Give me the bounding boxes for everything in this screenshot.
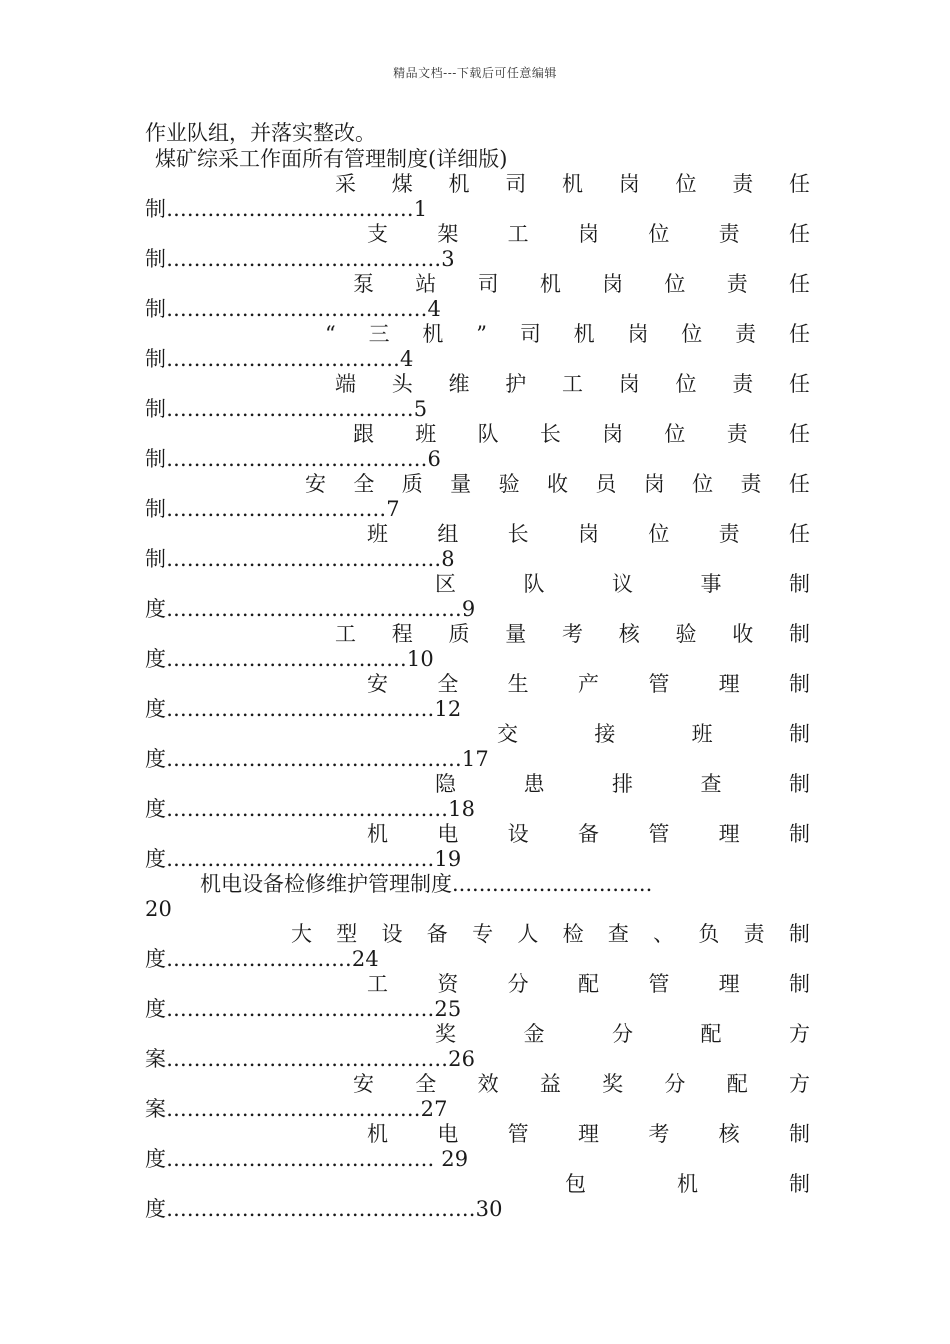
- toc-title-char: 制: [788, 672, 810, 696]
- toc-title-char: 全: [415, 1072, 437, 1096]
- toc-title-char: 核: [718, 1122, 740, 1146]
- toc-title-char: 收: [546, 472, 568, 496]
- toc-title-char: 型: [336, 922, 358, 946]
- toc-title-char: 站: [415, 272, 437, 296]
- toc-title-char: 班: [691, 722, 713, 746]
- document-heading: 煤矿综采工作面所有管理制度(详细版): [155, 147, 508, 171]
- toc-title-char: 量: [450, 472, 472, 496]
- toc-title-char: 泵: [353, 272, 374, 296]
- toc-title-char: 责: [740, 472, 762, 496]
- toc-title-char: 责: [726, 422, 748, 446]
- toc-entry-leader: 度...........................24: [145, 947, 379, 971]
- toc-entry-leader: 度....................................... 29: [145, 1147, 469, 1171]
- toc-title-char: 质: [448, 622, 470, 646]
- toc-entry-title: [145, 722, 810, 747]
- toc-title-char: “: [325, 322, 336, 346]
- toc-title-char: 理: [577, 1122, 599, 1146]
- toc-title-char: 机: [448, 172, 470, 196]
- toc-title-char: 理: [718, 672, 740, 696]
- toc-title-char: 配: [726, 1072, 748, 1096]
- toc-entry[interactable]: [145, 1022, 810, 1072]
- toc-title-char: 考: [562, 622, 583, 646]
- toc-title-char: 理: [718, 822, 740, 846]
- toc-title-char: 安: [367, 672, 388, 696]
- toc-entry-title: [145, 422, 810, 447]
- toc-entry-title: [145, 272, 810, 297]
- toc-title-char: 机: [539, 272, 561, 296]
- toc-title-char: 端: [335, 372, 356, 396]
- toc-entry[interactable]: [145, 272, 810, 322]
- toc-title-char: 大: [291, 922, 312, 946]
- toc-title-char: 班: [415, 422, 437, 446]
- toc-title-char: 核: [618, 622, 640, 646]
- toc-title-char: 架: [437, 222, 459, 246]
- toc-title-char: 任: [788, 472, 810, 496]
- toc-title-char: 负: [698, 922, 720, 946]
- toc-entry-leader: 制....................................5: [145, 397, 428, 421]
- toc-entry-title: [145, 1172, 810, 1197]
- toc-title-char: 奖: [602, 1072, 624, 1096]
- toc-entry-title: [145, 822, 810, 847]
- toc-title-char: 支: [367, 222, 388, 246]
- toc-entry-title: [145, 672, 810, 697]
- toc-entry[interactable]: [145, 372, 810, 422]
- toc-entry[interactable]: [145, 522, 810, 572]
- toc-title-char: 、: [653, 922, 675, 946]
- toc-title-char: 查: [607, 922, 629, 946]
- toc-title-char: 制: [789, 772, 810, 796]
- toc-title-char: 煤: [391, 172, 413, 196]
- toc-title-char: 队: [523, 572, 545, 596]
- toc-title-char: 位: [675, 172, 697, 196]
- intro-line: 作业队组，并落实整改。: [145, 121, 376, 145]
- toc-title-char: 隐: [435, 772, 456, 796]
- toc-entry-leader: 度...........................................17: [145, 747, 489, 771]
- toc-title-char: 司: [519, 322, 541, 346]
- toc-title-char: 任: [788, 322, 810, 346]
- toc-title-char: 司: [477, 272, 499, 296]
- toc-entry[interactable]: [145, 222, 810, 272]
- toc-title-char: 事: [700, 572, 722, 596]
- toc-title-char: 管: [648, 672, 670, 696]
- toc-title-char: 制: [789, 622, 810, 646]
- toc-title-char: 岗: [618, 372, 640, 396]
- toc-title-char: 量: [505, 622, 527, 646]
- toc-title-char: 分: [507, 972, 529, 996]
- toc-title-char: 维: [448, 372, 470, 396]
- toc-title-char: 工: [367, 972, 388, 996]
- toc-title-char: 设: [507, 822, 529, 846]
- toc-entry[interactable]: [145, 822, 810, 872]
- toc-title-char: 任: [788, 522, 810, 546]
- toc-title-char: 益: [539, 1072, 561, 1096]
- toc-title-char: 机: [562, 172, 583, 196]
- toc-entry[interactable]: [145, 622, 810, 672]
- toc-title-char: 司: [505, 172, 527, 196]
- toc-title-char: 收: [732, 622, 754, 646]
- toc-entry-leader: 制................................7: [145, 497, 400, 521]
- toc-title-char: 任: [788, 272, 810, 296]
- toc-title-char: 责: [743, 922, 765, 946]
- toc-entry[interactable]: [145, 672, 810, 722]
- toc-title-char: 制: [788, 922, 810, 946]
- toc-entry-title: [145, 522, 810, 547]
- toc-title-char: 责: [726, 272, 748, 296]
- toc-title-char: 交: [497, 722, 518, 746]
- toc-entry-leader: 制........................................8: [145, 547, 455, 571]
- toc-entry-title: 机电设备检修维护管理制度..............................: [200, 872, 653, 896]
- toc-title-char: 患: [523, 772, 545, 796]
- toc-title-char: 安: [353, 1072, 374, 1096]
- toc-entry-title: [145, 772, 810, 797]
- toc-title-char: 包: [565, 1172, 586, 1196]
- toc-entry-title: [145, 372, 810, 397]
- toc-title-char: 查: [700, 772, 722, 796]
- toc-entry-leader: 20: [145, 897, 173, 921]
- toc-entry[interactable]: [145, 472, 810, 522]
- toc-title-char: 安: [305, 472, 326, 496]
- toc-entry-leader: 制........................................3: [145, 247, 455, 271]
- toc-entry[interactable]: [145, 1072, 810, 1122]
- toc-title-char: 生: [507, 672, 529, 696]
- toc-title-char: 设: [381, 922, 403, 946]
- toc-title-char: 采: [335, 172, 356, 196]
- toc-entry-title: [145, 1072, 810, 1097]
- toc-entry-leader: 度.............................................30: [145, 1197, 503, 1221]
- toc-title-char: 议: [612, 572, 633, 596]
- toc-entry-title: [145, 972, 810, 997]
- toc-title-char: 责: [735, 322, 757, 346]
- document-body: [145, 120, 810, 1222]
- toc-title-char: 电: [437, 1122, 459, 1146]
- toc-title-char: 位: [692, 472, 714, 496]
- toc-title-char: 产: [577, 672, 599, 696]
- toc-title-char: 责: [732, 172, 754, 196]
- toc-title-char: 工: [507, 222, 529, 246]
- toc-title-char: 质: [401, 472, 423, 496]
- toc-title-char: 组: [437, 522, 459, 546]
- toc-entry-leader: 制......................................4: [145, 297, 442, 321]
- toc-entry-leader: 度.......................................19: [145, 847, 462, 871]
- toc-title-char: 任: [788, 422, 810, 446]
- toc-title-char: 资: [437, 972, 459, 996]
- toc-title-char: 位: [664, 272, 686, 296]
- toc-title-char: 配: [577, 972, 599, 996]
- toc-title-char: 专: [472, 922, 494, 946]
- toc-title-char: 头: [391, 372, 413, 396]
- page-header: 精品文档---下载后可任意编辑: [393, 66, 557, 80]
- toc-entry[interactable]: [145, 922, 810, 972]
- toc-title-char: 管: [507, 1122, 529, 1146]
- toc-title-char: 考: [648, 1122, 670, 1146]
- toc-title-char: 岗: [577, 222, 599, 246]
- toc-title-char: 制: [789, 572, 810, 596]
- toc-entry[interactable]: [145, 322, 810, 372]
- toc-entry-leader: 度.......................................12: [145, 697, 462, 721]
- toc-title-char: 任: [788, 222, 810, 246]
- toc-title-char: 制: [788, 822, 810, 846]
- toc-title-char: 备: [426, 922, 448, 946]
- toc-entry-title: [145, 622, 810, 647]
- toc-entry-leader: 度...................................10: [145, 647, 434, 671]
- toc-entry[interactable]: [145, 572, 810, 622]
- toc-entry[interactable]: [145, 1172, 810, 1222]
- toc-title-char: 长: [507, 522, 529, 546]
- toc-title-char: 方: [789, 1022, 810, 1046]
- toc-title-char: 程: [391, 622, 413, 646]
- toc-title-char: 队: [477, 422, 499, 446]
- toc-title-char: 岗: [643, 472, 665, 496]
- toc-entry-title: [145, 222, 810, 247]
- toc-entry-leader: 制......................................6: [145, 447, 442, 471]
- toc-title-char: 接: [594, 722, 616, 746]
- toc-title-char: 班: [367, 522, 388, 546]
- toc-entry-title: [145, 1022, 810, 1047]
- toc-title-char: 位: [675, 372, 697, 396]
- toc-title-char: 机: [573, 322, 595, 346]
- toc-entry[interactable]: [145, 772, 810, 822]
- toc-entry-leader: 案.....................................27: [145, 1097, 448, 1121]
- toc-title-char: 工: [335, 622, 356, 646]
- toc-title-char: 效: [477, 1072, 499, 1096]
- toc-title-char: 机: [422, 322, 444, 346]
- toc-entry-title: [145, 572, 810, 597]
- toc-title-char: 理: [718, 972, 740, 996]
- toc-title-char: 责: [718, 522, 740, 546]
- toc-entry-leader: 制..................................4: [145, 347, 414, 371]
- toc-title-char: 岗: [577, 522, 599, 546]
- toc-title-char: 长: [539, 422, 561, 446]
- toc-title-char: 排: [612, 772, 633, 796]
- toc-title-char: 检: [562, 922, 584, 946]
- toc-title-char: 机: [677, 1172, 698, 1196]
- toc-entry[interactable]: [145, 972, 810, 1022]
- toc-title-char: 配: [700, 1022, 722, 1046]
- toc-title-char: 位: [664, 422, 686, 446]
- toc-entry[interactable]: [145, 722, 810, 772]
- toc-title-char: 任: [789, 172, 810, 196]
- toc-title-char: 人: [517, 922, 539, 946]
- toc-entry[interactable]: [145, 872, 810, 922]
- toc-title-char: 制: [788, 972, 810, 996]
- toc-title-char: 奖: [435, 1022, 456, 1046]
- toc-title-char: 分: [612, 1022, 633, 1046]
- toc-title-char: 管: [648, 822, 670, 846]
- toc-title-char: 制: [789, 1172, 810, 1196]
- toc-entry[interactable]: [145, 172, 810, 222]
- toc-title-char: 备: [577, 822, 599, 846]
- toc-title-char: 制: [788, 722, 810, 746]
- toc-title-char: 全: [437, 672, 459, 696]
- toc-title-char: 工: [562, 372, 583, 396]
- toc-title-char: 机: [367, 822, 388, 846]
- toc-entry[interactable]: [145, 1122, 810, 1172]
- toc-title-char: 任: [789, 372, 810, 396]
- toc-title-char: 员: [595, 472, 617, 496]
- toc-entry-title: [145, 322, 810, 347]
- toc-title-char: 分: [664, 1072, 686, 1096]
- toc-title-char: 岗: [627, 322, 649, 346]
- toc-entry-title: [145, 1122, 810, 1147]
- toc-title-char: 责: [718, 222, 740, 246]
- toc-title-char: 岗: [602, 422, 624, 446]
- toc-title-char: 护: [505, 372, 527, 396]
- toc-entry-title: [145, 172, 810, 197]
- toc-title-char: 全: [353, 472, 375, 496]
- toc-title-char: 跟: [353, 422, 374, 446]
- toc-title-char: 岗: [618, 172, 640, 196]
- toc-entry-title: [145, 472, 810, 497]
- toc-title-char: 电: [437, 822, 459, 846]
- toc-entry[interactable]: [145, 422, 810, 472]
- toc-title-char: 位: [648, 222, 670, 246]
- toc-entry-leader: 制....................................1: [145, 197, 428, 221]
- toc-title-char: 位: [681, 322, 703, 346]
- toc-title-char: 位: [648, 522, 670, 546]
- toc-title-char: 方: [788, 1072, 810, 1096]
- toc-title-char: 三: [368, 322, 390, 346]
- toc-entry-leader: 度.........................................18: [145, 797, 476, 821]
- toc-title-char: 机: [367, 1122, 388, 1146]
- toc-entry-title: [145, 922, 810, 947]
- toc-entry-leader: 度...........................................9: [145, 597, 476, 621]
- toc-title-char: 金: [523, 1022, 545, 1046]
- toc-title-char: 制: [788, 1122, 810, 1146]
- toc-title-char: ”: [476, 322, 487, 346]
- toc-title-char: 区: [435, 572, 456, 596]
- toc-title-char: 验: [675, 622, 697, 646]
- toc-title-char: 责: [732, 372, 754, 396]
- toc-title-char: 岗: [602, 272, 624, 296]
- toc-title-char: 管: [648, 972, 670, 996]
- toc-title-char: 验: [498, 472, 520, 496]
- toc-entry-leader: 度.......................................25: [145, 997, 462, 1021]
- table-of-contents: [145, 172, 810, 1222]
- toc-entry-leader: 案.........................................26: [145, 1047, 476, 1071]
